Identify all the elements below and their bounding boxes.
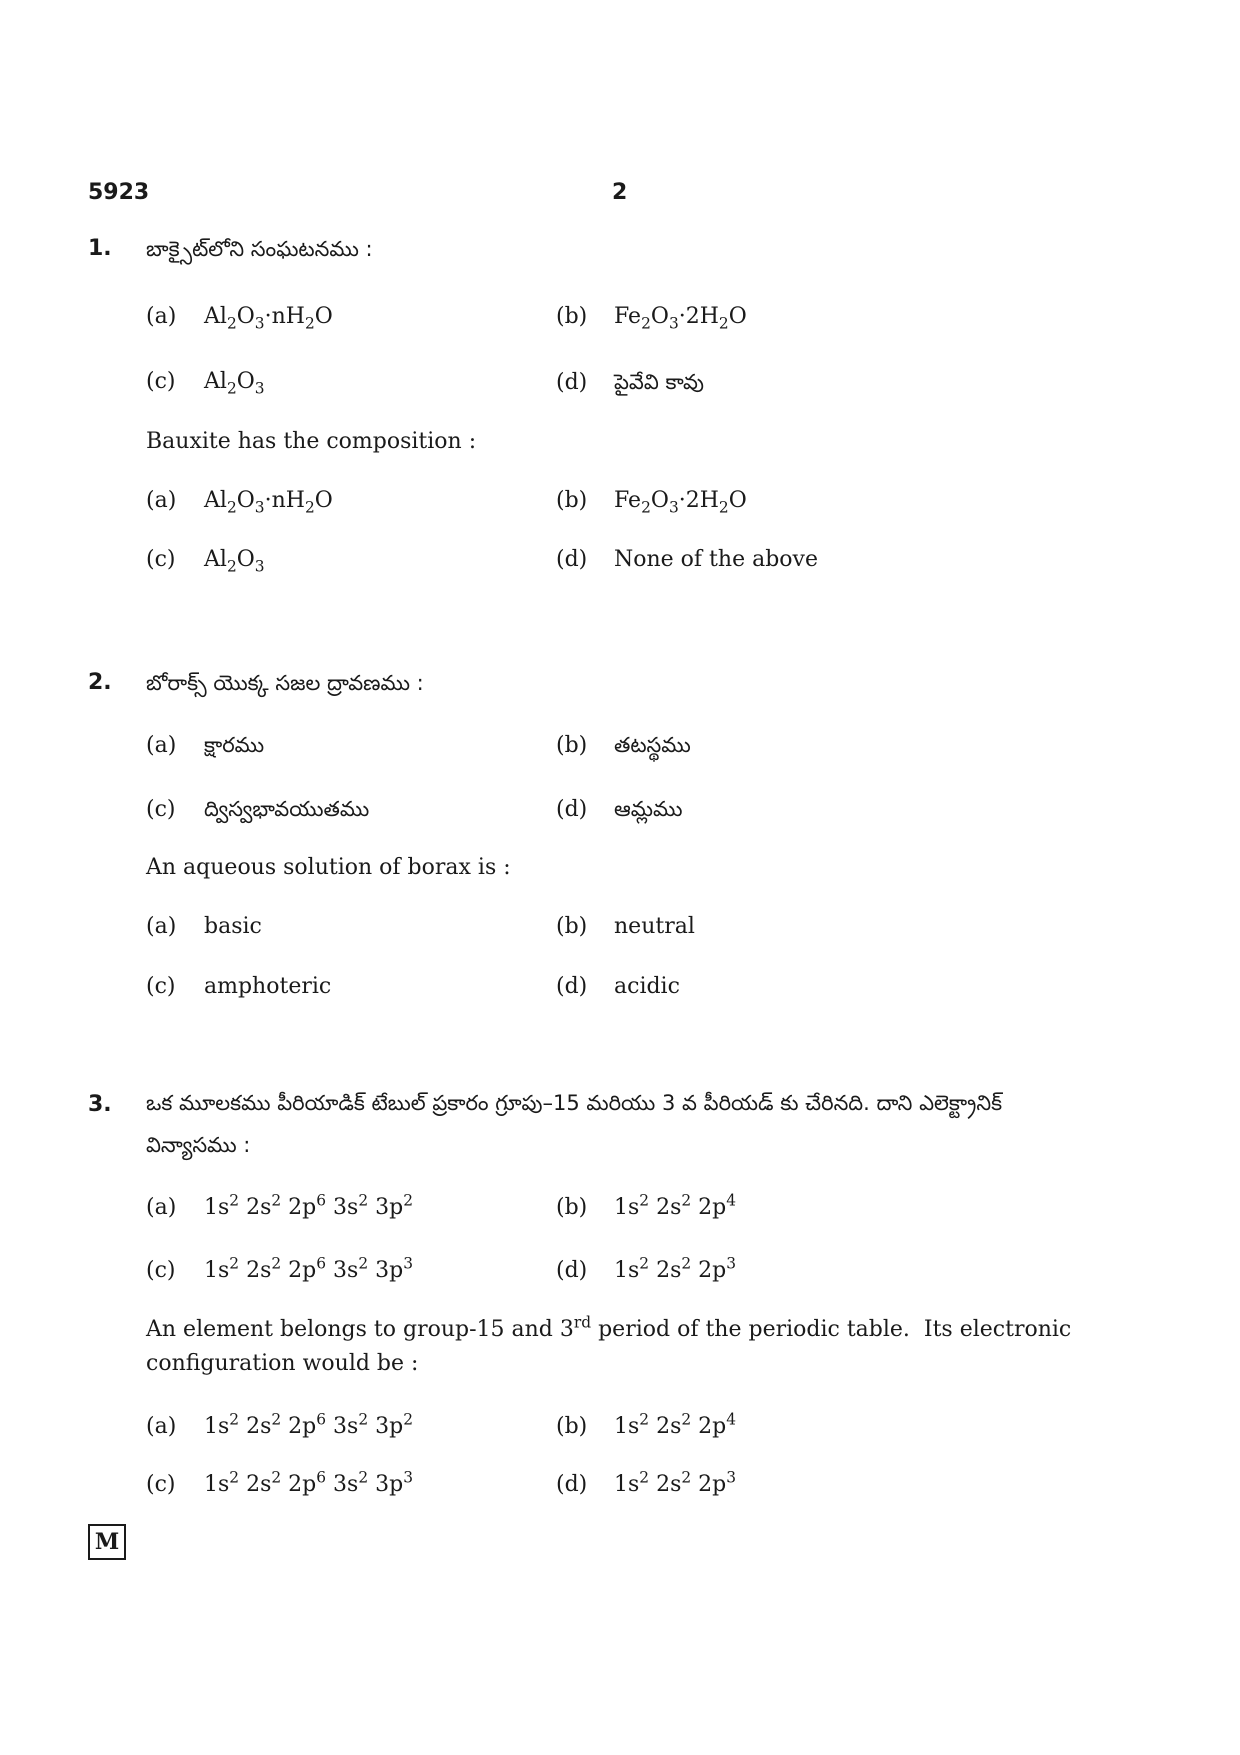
electron-config: $1s^2$ $2s^2$ $2p^6$ $3s^2$ $3p^2$ bbox=[204, 1191, 413, 1220]
paper-code: 5923 bbox=[88, 180, 150, 205]
electron-config: $1s^2$ $2s^2$ $2p^4$ bbox=[614, 1191, 737, 1220]
q1-en-option-b: (b) $Fe_2O_3\cdot 2H_2O$ bbox=[556, 488, 747, 517]
q3-en-option-d: (d) $1s^2$ $2s^2$ $2p^3$ bbox=[556, 1468, 737, 1497]
q3-en-option-a: (a) $1s^2$ $2s^2$ $2p^6$ $3s^2$ $3p^2$ bbox=[146, 1410, 413, 1439]
q3-te-option-c: (c) $1s^2$ $2s^2$ $2p^6$ $3s^2$ $3p^3$ bbox=[146, 1254, 413, 1283]
q3-te-option-b: (b) $1s^2$ $2s^2$ $2p^4$ bbox=[556, 1191, 737, 1220]
q1-en-option-d: (d) None of the above bbox=[556, 547, 818, 572]
q2-te-option-c: (c) ద్విస్వభావయుతము bbox=[146, 797, 370, 822]
q2-en-option-c: (c) amphoteric bbox=[146, 974, 332, 999]
formula: $Al_2O_3$ bbox=[204, 369, 265, 398]
electron-config: $1s^2$ $2s^2$ $2p^6$ $3s^2$ $3p^3$ bbox=[204, 1254, 413, 1283]
formula: $Fe_2O_3\cdot 2H_2O$ bbox=[614, 304, 747, 333]
question-1-english-stem: Bauxite has the composition : bbox=[146, 429, 477, 454]
formula: $Al_2O_3\cdot nH_2O$ bbox=[204, 488, 333, 517]
q3-te-option-d: (d) $1s^2$ $2s^2$ $2p^3$ bbox=[556, 1254, 737, 1283]
q3-en-option-c: (c) $1s^2$ $2s^2$ $2p^6$ $3s^2$ $3p^3$ bbox=[146, 1468, 413, 1497]
q3-en-option-b: (b) $1s^2$ $2s^2$ $2p^4$ bbox=[556, 1410, 737, 1439]
question-3-number: 3. bbox=[88, 1092, 112, 1117]
formula: $Al_2O_3$ bbox=[204, 547, 265, 576]
formula: $Al_2O_3\cdot nH_2O$ bbox=[204, 304, 333, 333]
question-1-telugu-stem: బాక్సైట్‌లోని సంఘటనము : bbox=[146, 237, 373, 261]
page-number: 2 bbox=[612, 180, 628, 205]
electron-config: $1s^2$ $2s^2$ $2p^6$ $3s^2$ $3p^3$ bbox=[204, 1468, 413, 1497]
q2-te-option-b: (b) తటస్థము bbox=[556, 733, 691, 758]
question-2-number: 2. bbox=[88, 670, 112, 695]
question-2-english-stem: An aqueous solution of borax is : bbox=[146, 855, 511, 880]
question-1-number: 1. bbox=[88, 236, 112, 261]
q2-en-option-b: (b) neutral bbox=[556, 914, 695, 939]
q2-en-option-a: (a) basic bbox=[146, 914, 262, 939]
q2-en-option-d: (d) acidic bbox=[556, 974, 680, 999]
formula: $Fe_2O_3\cdot 2H_2O$ bbox=[614, 488, 747, 517]
q2-te-option-d: (d) ఆమ్లము bbox=[556, 797, 683, 822]
question-3-telugu-stem: ఒక మూలకము పీరియాడిక్ టేబుల్ ప్రకారం గ్రూపు–15 మరియు 3 వ పీరియడ్ కు చేరినది. దాని ఎలెక్ట్రానిక్ విన్యాసము : bbox=[146, 1091, 1003, 1157]
q1-en-option-c: (c) $Al_2O_3$ bbox=[146, 547, 265, 576]
question-2-telugu-stem: బోరాక్స్ యొక్క సజల ద్రావణము : bbox=[146, 671, 424, 695]
electron-config: $1s^2$ $2s^2$ $2p^6$ $3s^2$ $3p^2$ bbox=[204, 1410, 413, 1439]
q1-te-option-a: (a) $Al_2O_3\cdot nH_2O$ bbox=[146, 304, 333, 333]
q1-te-option-b: (b) $Fe_2O_3\cdot 2H_2O$ bbox=[556, 304, 747, 333]
medium-mark-box: M bbox=[88, 1524, 126, 1560]
q1-te-option-c: (c) $Al_2O_3$ bbox=[146, 369, 265, 398]
q3-te-option-a: (a) $1s^2$ $2s^2$ $2p^6$ $3s^2$ $3p^2$ bbox=[146, 1191, 413, 1220]
q2-te-option-a: (a) క్షారము bbox=[146, 733, 265, 758]
electron-config: $1s^2$ $2s^2$ $2p^4$ bbox=[614, 1410, 737, 1439]
electron-config: $1s^2$ $2s^2$ $2p^3$ bbox=[614, 1254, 737, 1283]
q1-en-option-a: (a) $Al_2O_3\cdot nH_2O$ bbox=[146, 488, 333, 517]
electron-config: $1s^2$ $2s^2$ $2p^3$ bbox=[614, 1468, 737, 1497]
q1-te-option-d: (d) పైవేవి కావు bbox=[556, 370, 704, 395]
question-3-english-stem: An element belongs to group-15 and 3rd period of the periodic table. Its electronic configuration would be : bbox=[146, 1313, 1072, 1376]
